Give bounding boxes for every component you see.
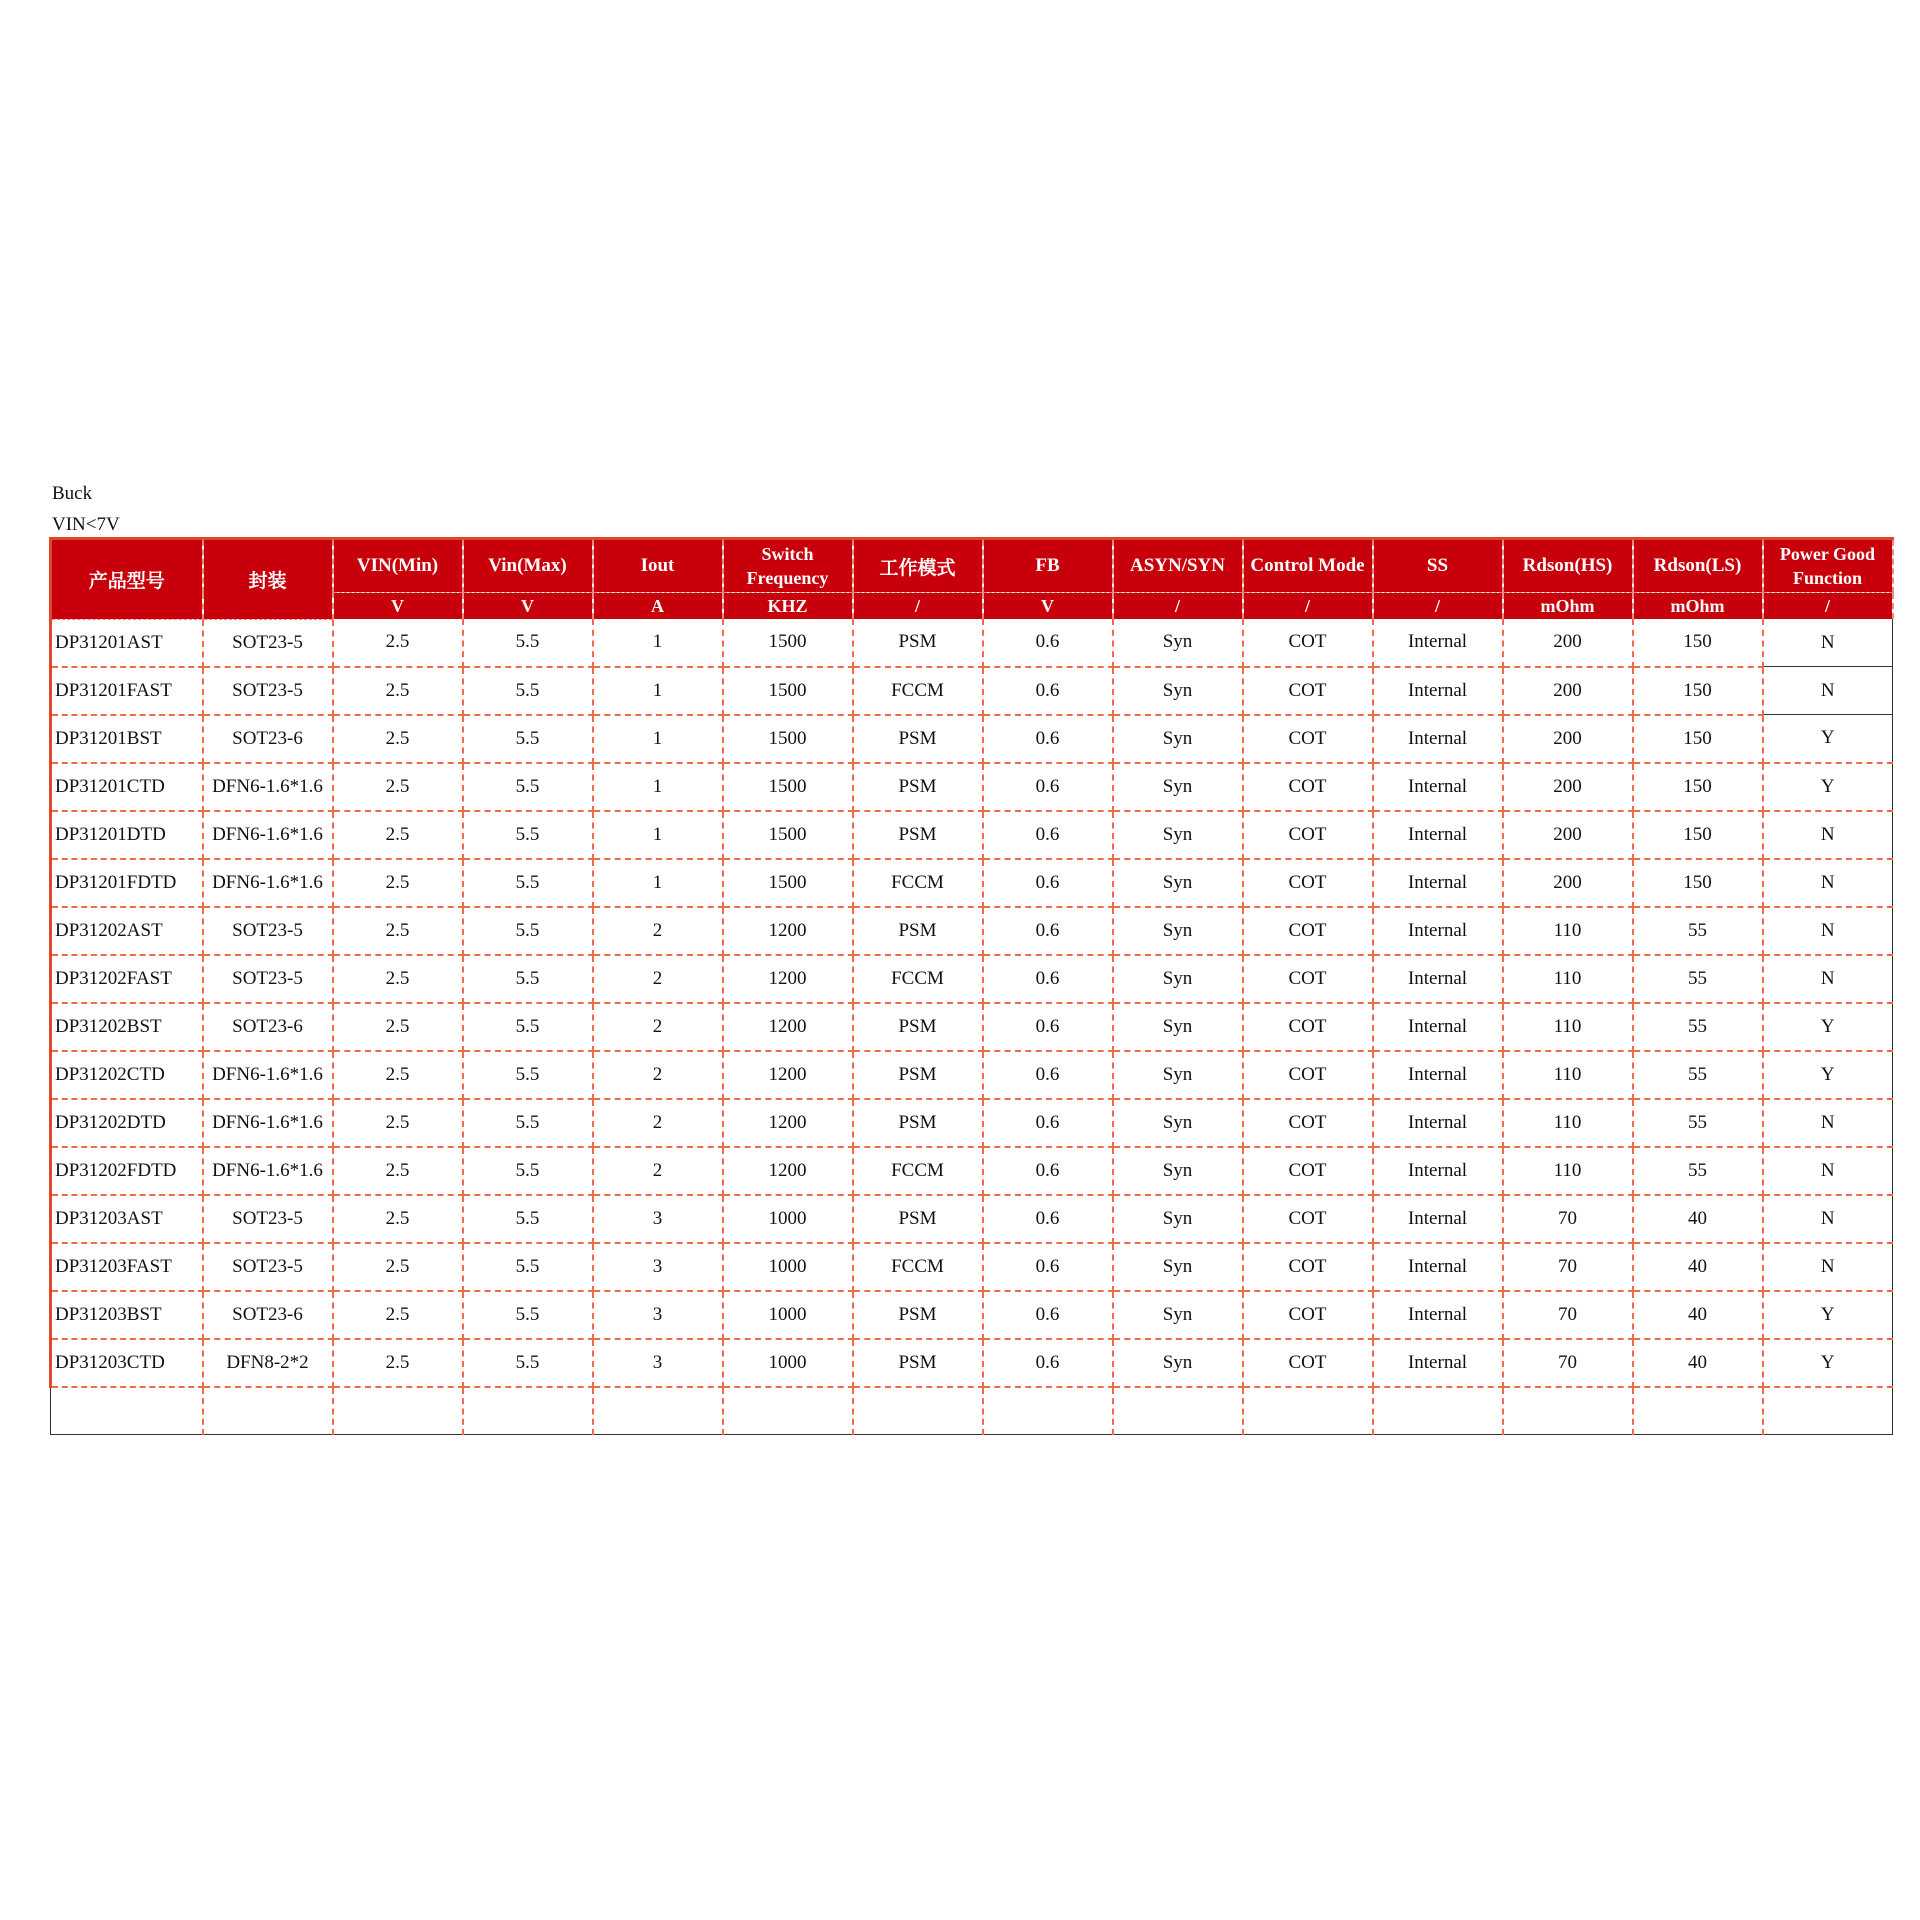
cell-vin-max: 5.5	[463, 619, 593, 667]
cell-package: SOT23-5	[203, 619, 333, 667]
cell-operating-mode: PSM	[853, 811, 983, 859]
cell-power-good: Y	[1763, 715, 1893, 763]
cell-rdson-ls: 55	[1633, 955, 1763, 1003]
cell-operating-mode: PSM	[853, 1099, 983, 1147]
cell-iout: 3	[593, 1195, 723, 1243]
unit-operating-mode: /	[853, 593, 983, 620]
cell-switch-frequency: 1000	[723, 1243, 853, 1291]
cell-part-number: DP31201FDTD	[51, 859, 203, 907]
cell-package: DFN6-1.6*1.6	[203, 859, 333, 907]
cell-control-mode: COT	[1243, 1099, 1373, 1147]
cell-vin-max: 5.5	[463, 667, 593, 715]
cell-ss: Internal	[1373, 1291, 1503, 1339]
cell-iout: 2	[593, 1147, 723, 1195]
cell-switch-frequency: 1500	[723, 619, 853, 667]
header-part-number: 产品型号	[51, 539, 203, 620]
cell-operating-mode: FCCM	[853, 667, 983, 715]
cell-vin-max: 5.5	[463, 1147, 593, 1195]
cell-part-number: DP31202CTD	[51, 1051, 203, 1099]
table-row	[51, 1099, 1893, 1147]
cell-package: DFN6-1.6*1.6	[203, 1051, 333, 1099]
caption-category: Buck	[52, 483, 93, 504]
cell-package: DFN6-1.6*1.6	[203, 1099, 333, 1147]
table-row	[51, 763, 1893, 811]
table-header	[51, 539, 1893, 620]
cell-asyn-syn: Syn	[1113, 1147, 1243, 1195]
cell-vin-max: 5.5	[463, 1243, 593, 1291]
cell-asyn-syn: Syn	[1113, 1243, 1243, 1291]
unit-power-good: /	[1763, 593, 1893, 620]
cell-rdson-hs: 200	[1503, 859, 1633, 907]
table-row	[51, 1003, 1893, 1051]
cell-vin-min: 2.5	[333, 955, 463, 1003]
cell-iout: 2	[593, 907, 723, 955]
cell-control-mode: COT	[1243, 1147, 1373, 1195]
cell-ss: Internal	[1373, 1243, 1503, 1291]
cell-vin-max: 5.5	[463, 1339, 593, 1387]
unit-switch-frequency: KHZ	[723, 593, 853, 620]
cell-rdson-hs: 110	[1503, 907, 1633, 955]
cell-operating-mode: FCCM	[853, 955, 983, 1003]
cell-ss: Internal	[1373, 667, 1503, 715]
cell-control-mode: COT	[1243, 763, 1373, 811]
cell-rdson-ls: 40	[1633, 1339, 1763, 1387]
cell-asyn-syn: Syn	[1113, 667, 1243, 715]
cell-power-good: N	[1763, 619, 1893, 667]
cell-ss: Internal	[1373, 907, 1503, 955]
cell-rdson-hs: 110	[1503, 1051, 1633, 1099]
unit-vin-min: V	[333, 593, 463, 620]
cell-package: SOT23-5	[203, 1243, 333, 1291]
cell-operating-mode: PSM	[853, 1291, 983, 1339]
cell-power-good: N	[1763, 667, 1893, 715]
cell-asyn-syn: Syn	[1113, 1099, 1243, 1147]
cell-part-number: DP31201BST	[51, 715, 203, 763]
cell-fb: 0.6	[983, 1195, 1113, 1243]
cell-power-good: N	[1763, 907, 1893, 955]
cell-asyn-syn: Syn	[1113, 1195, 1243, 1243]
cell-empty	[463, 1387, 593, 1435]
header-row	[51, 539, 1893, 593]
cell-rdson-hs: 70	[1503, 1195, 1633, 1243]
header-iout: Iout	[593, 539, 723, 593]
cell-vin-max: 5.5	[463, 859, 593, 907]
cell-rdson-ls: 150	[1633, 811, 1763, 859]
cell-vin-max: 5.5	[463, 763, 593, 811]
cell-operating-mode: FCCM	[853, 859, 983, 907]
cell-control-mode: COT	[1243, 1291, 1373, 1339]
cell-iout: 1	[593, 811, 723, 859]
cell-vin-min: 2.5	[333, 667, 463, 715]
cell-operating-mode: PSM	[853, 763, 983, 811]
cell-control-mode: COT	[1243, 667, 1373, 715]
cell-empty	[1633, 1387, 1763, 1435]
cell-operating-mode: PSM	[853, 1003, 983, 1051]
cell-rdson-ls: 40	[1633, 1195, 1763, 1243]
unit-rdson-hs: mOhm	[1503, 593, 1633, 620]
cell-operating-mode: PSM	[853, 1339, 983, 1387]
cell-switch-frequency: 1200	[723, 1147, 853, 1195]
cell-iout: 3	[593, 1339, 723, 1387]
cell-empty	[51, 1387, 203, 1435]
table-row	[51, 619, 1893, 667]
cell-vin-max: 5.5	[463, 1195, 593, 1243]
cell-ss: Internal	[1373, 1099, 1503, 1147]
cell-rdson-ls: 150	[1633, 619, 1763, 667]
cell-iout: 1	[593, 619, 723, 667]
cell-vin-min: 2.5	[333, 1051, 463, 1099]
cell-ss: Internal	[1373, 1147, 1503, 1195]
cell-control-mode: COT	[1243, 1195, 1373, 1243]
cell-empty	[983, 1387, 1113, 1435]
cell-vin-max: 5.5	[463, 1099, 593, 1147]
cell-part-number: DP31202DTD	[51, 1099, 203, 1147]
header-asyn-syn: ASYN/SYN	[1113, 539, 1243, 593]
cell-vin-max: 5.5	[463, 715, 593, 763]
cell-power-good: Y	[1763, 1051, 1893, 1099]
cell-switch-frequency: 1500	[723, 859, 853, 907]
cell-vin-min: 2.5	[333, 1243, 463, 1291]
unit-rdson-ls: mOhm	[1633, 593, 1763, 620]
cell-operating-mode: PSM	[853, 619, 983, 667]
cell-empty	[1373, 1387, 1503, 1435]
cell-ss: Internal	[1373, 619, 1503, 667]
cell-operating-mode: PSM	[853, 715, 983, 763]
cell-fb: 0.6	[983, 1291, 1113, 1339]
cell-part-number: DP31203FAST	[51, 1243, 203, 1291]
cell-rdson-hs: 70	[1503, 1243, 1633, 1291]
header-control-mode: Control Mode	[1243, 539, 1373, 593]
cell-switch-frequency: 1200	[723, 955, 853, 1003]
cell-rdson-ls: 55	[1633, 907, 1763, 955]
cell-vin-min: 2.5	[333, 1003, 463, 1051]
cell-vin-max: 5.5	[463, 1291, 593, 1339]
cell-part-number: DP31201DTD	[51, 811, 203, 859]
cell-vin-min: 2.5	[333, 1099, 463, 1147]
cell-part-number: DP31201CTD	[51, 763, 203, 811]
cell-package: SOT23-6	[203, 1003, 333, 1051]
captions	[52, 478, 120, 540]
cell-part-number: DP31203CTD	[51, 1339, 203, 1387]
cell-fb: 0.6	[983, 907, 1113, 955]
cell-asyn-syn: Syn	[1113, 763, 1243, 811]
cell-iout: 1	[593, 859, 723, 907]
table-row-empty	[51, 1387, 1893, 1435]
cell-empty	[333, 1387, 463, 1435]
cell-asyn-syn: Syn	[1113, 1291, 1243, 1339]
cell-rdson-ls: 55	[1633, 1147, 1763, 1195]
cell-rdson-hs: 110	[1503, 1003, 1633, 1051]
unit-vin-max: V	[463, 593, 593, 620]
cell-package: DFN6-1.6*1.6	[203, 811, 333, 859]
cell-package: SOT23-5	[203, 955, 333, 1003]
cell-empty	[1243, 1387, 1373, 1435]
cell-fb: 0.6	[983, 667, 1113, 715]
cell-rdson-hs: 200	[1503, 715, 1633, 763]
cell-rdson-ls: 40	[1633, 1291, 1763, 1339]
cell-switch-frequency: 1500	[723, 763, 853, 811]
cell-iout: 3	[593, 1243, 723, 1291]
cell-ss: Internal	[1373, 811, 1503, 859]
cell-asyn-syn: Syn	[1113, 1051, 1243, 1099]
cell-ss: Internal	[1373, 1051, 1503, 1099]
table-row	[51, 1339, 1893, 1387]
cell-rdson-hs: 110	[1503, 1099, 1633, 1147]
unit-fb: V	[983, 593, 1113, 620]
cell-rdson-hs: 200	[1503, 667, 1633, 715]
cell-vin-min: 2.5	[333, 907, 463, 955]
cell-rdson-ls: 40	[1633, 1243, 1763, 1291]
cell-power-good: N	[1763, 1195, 1893, 1243]
cell-empty	[1503, 1387, 1633, 1435]
cell-package: DFN8-2*2	[203, 1339, 333, 1387]
cell-asyn-syn: Syn	[1113, 859, 1243, 907]
cell-package: SOT23-5	[203, 667, 333, 715]
cell-operating-mode: FCCM	[853, 1147, 983, 1195]
cell-switch-frequency: 1200	[723, 907, 853, 955]
cell-ss: Internal	[1373, 1195, 1503, 1243]
cell-iout: 3	[593, 1291, 723, 1339]
cell-package: SOT23-5	[203, 1195, 333, 1243]
cell-asyn-syn: Syn	[1113, 619, 1243, 667]
cell-switch-frequency: 1200	[723, 1099, 853, 1147]
cell-part-number: DP31203BST	[51, 1291, 203, 1339]
cell-rdson-ls: 55	[1633, 1099, 1763, 1147]
cell-vin-min: 2.5	[333, 1195, 463, 1243]
cell-operating-mode: PSM	[853, 1051, 983, 1099]
cell-vin-max: 5.5	[463, 907, 593, 955]
cell-control-mode: COT	[1243, 619, 1373, 667]
cell-power-good: N	[1763, 811, 1893, 859]
cell-empty	[1763, 1387, 1893, 1435]
cell-vin-min: 2.5	[333, 1291, 463, 1339]
table-row	[51, 1291, 1893, 1339]
cell-power-good: Y	[1763, 1339, 1893, 1387]
cell-package: DFN6-1.6*1.6	[203, 1147, 333, 1195]
unit-iout: A	[593, 593, 723, 620]
table-row	[51, 1195, 1893, 1243]
cell-asyn-syn: Syn	[1113, 1339, 1243, 1387]
cell-part-number: DP31202FAST	[51, 955, 203, 1003]
cell-rdson-ls: 150	[1633, 859, 1763, 907]
cell-vin-min: 2.5	[333, 811, 463, 859]
cell-fb: 0.6	[983, 1147, 1113, 1195]
cell-control-mode: COT	[1243, 1243, 1373, 1291]
table-row	[51, 667, 1893, 715]
cell-fb: 0.6	[983, 619, 1113, 667]
cell-control-mode: COT	[1243, 1051, 1373, 1099]
header-vin-max: Vin(Max)	[463, 539, 593, 593]
cell-fb: 0.6	[983, 715, 1113, 763]
cell-package: SOT23-5	[203, 907, 333, 955]
cell-vin-max: 5.5	[463, 1051, 593, 1099]
cell-iout: 1	[593, 715, 723, 763]
cell-fb: 0.6	[983, 859, 1113, 907]
table-row	[51, 1243, 1893, 1291]
cell-switch-frequency: 1500	[723, 667, 853, 715]
cell-package: DFN6-1.6*1.6	[203, 763, 333, 811]
caption-voltage-range: VIN<7V	[52, 514, 120, 535]
cell-control-mode: COT	[1243, 859, 1373, 907]
header-power-good: Power Good Function	[1763, 539, 1893, 593]
cell-rdson-ls: 55	[1633, 1051, 1763, 1099]
cell-vin-min: 2.5	[333, 715, 463, 763]
table-row	[51, 955, 1893, 1003]
cell-package: SOT23-6	[203, 715, 333, 763]
cell-ss: Internal	[1373, 715, 1503, 763]
header-operating-mode: 工作模式	[853, 539, 983, 593]
cell-vin-max: 5.5	[463, 955, 593, 1003]
cell-power-good: Y	[1763, 1291, 1893, 1339]
cell-power-good: N	[1763, 1243, 1893, 1291]
cell-fb: 0.6	[983, 1003, 1113, 1051]
cell-ss: Internal	[1373, 1003, 1503, 1051]
unit-ss: /	[1373, 593, 1503, 620]
cell-empty	[1113, 1387, 1243, 1435]
header-rdson-hs: Rdson(HS)	[1503, 539, 1633, 593]
header-package: 封装	[203, 539, 333, 620]
table-row	[51, 859, 1893, 907]
cell-power-good: Y	[1763, 1003, 1893, 1051]
cell-control-mode: COT	[1243, 1339, 1373, 1387]
cell-rdson-ls: 150	[1633, 715, 1763, 763]
table-row	[51, 1051, 1893, 1099]
cell-rdson-ls: 150	[1633, 667, 1763, 715]
cell-part-number: DP31203AST	[51, 1195, 203, 1243]
table-row	[51, 715, 1893, 763]
cell-power-good: Y	[1763, 763, 1893, 811]
cell-empty	[853, 1387, 983, 1435]
cell-fb: 0.6	[983, 811, 1113, 859]
cell-part-number: DP31201FAST	[51, 667, 203, 715]
cell-switch-frequency: 1000	[723, 1195, 853, 1243]
cell-vin-max: 5.5	[463, 811, 593, 859]
cell-rdson-hs: 200	[1503, 811, 1633, 859]
cell-operating-mode: FCCM	[853, 1243, 983, 1291]
cell-vin-min: 2.5	[333, 1339, 463, 1387]
table-row	[51, 811, 1893, 859]
cell-ss: Internal	[1373, 1339, 1503, 1387]
cell-vin-min: 2.5	[333, 1147, 463, 1195]
cell-switch-frequency: 1500	[723, 811, 853, 859]
cell-asyn-syn: Syn	[1113, 715, 1243, 763]
table-body	[51, 619, 1893, 1434]
cell-asyn-syn: Syn	[1113, 907, 1243, 955]
cell-part-number: DP31201AST	[51, 619, 203, 667]
cell-rdson-ls: 150	[1633, 763, 1763, 811]
cell-part-number: DP31202BST	[51, 1003, 203, 1051]
cell-switch-frequency: 1000	[723, 1291, 853, 1339]
cell-switch-frequency: 1000	[723, 1339, 853, 1387]
cell-operating-mode: PSM	[853, 907, 983, 955]
cell-fb: 0.6	[983, 1339, 1113, 1387]
cell-ss: Internal	[1373, 763, 1503, 811]
cell-switch-frequency: 1200	[723, 1003, 853, 1051]
cell-fb: 0.6	[983, 1243, 1113, 1291]
cell-ss: Internal	[1373, 955, 1503, 1003]
cell-iout: 2	[593, 1051, 723, 1099]
cell-asyn-syn: Syn	[1113, 1003, 1243, 1051]
cell-fb: 0.6	[983, 1051, 1113, 1099]
cell-ss: Internal	[1373, 859, 1503, 907]
cell-rdson-hs: 110	[1503, 955, 1633, 1003]
cell-rdson-hs: 70	[1503, 1339, 1633, 1387]
cell-rdson-ls: 55	[1633, 1003, 1763, 1051]
table-row	[51, 1147, 1893, 1195]
unit-control-mode: /	[1243, 593, 1373, 620]
cell-vin-min: 2.5	[333, 763, 463, 811]
cell-empty	[723, 1387, 853, 1435]
cell-part-number: DP31202AST	[51, 907, 203, 955]
header-switch-frequency: Switch Frequency	[723, 539, 853, 593]
header-ss: SS	[1373, 539, 1503, 593]
header-vin-min: VIN(Min)	[333, 539, 463, 593]
header-fb: FB	[983, 539, 1113, 593]
cell-control-mode: COT	[1243, 811, 1373, 859]
cell-power-good: N	[1763, 859, 1893, 907]
cell-control-mode: COT	[1243, 1003, 1373, 1051]
cell-empty	[593, 1387, 723, 1435]
cell-iout: 2	[593, 955, 723, 1003]
cell-iout: 2	[593, 1099, 723, 1147]
cell-operating-mode: PSM	[853, 1195, 983, 1243]
cell-power-good: N	[1763, 1147, 1893, 1195]
cell-control-mode: COT	[1243, 715, 1373, 763]
cell-control-mode: COT	[1243, 955, 1373, 1003]
cell-fb: 0.6	[983, 763, 1113, 811]
cell-power-good: N	[1763, 1099, 1893, 1147]
cell-fb: 0.6	[983, 1099, 1113, 1147]
cell-fb: 0.6	[983, 955, 1113, 1003]
cell-rdson-hs: 110	[1503, 1147, 1633, 1195]
unit-asyn-syn: /	[1113, 593, 1243, 620]
cell-control-mode: COT	[1243, 907, 1373, 955]
cell-part-number: DP31202FDTD	[51, 1147, 203, 1195]
spec-table	[49, 537, 1894, 1435]
cell-rdson-hs: 200	[1503, 619, 1633, 667]
cell-vin-min: 2.5	[333, 619, 463, 667]
cell-power-good: N	[1763, 955, 1893, 1003]
cell-iout: 1	[593, 763, 723, 811]
cell-asyn-syn: Syn	[1113, 811, 1243, 859]
cell-vin-min: 2.5	[333, 859, 463, 907]
cell-asyn-syn: Syn	[1113, 955, 1243, 1003]
header-rdson-ls: Rdson(LS)	[1633, 539, 1763, 593]
cell-switch-frequency: 1200	[723, 1051, 853, 1099]
cell-iout: 2	[593, 1003, 723, 1051]
cell-package: SOT23-6	[203, 1291, 333, 1339]
cell-iout: 1	[593, 667, 723, 715]
cell-empty	[203, 1387, 333, 1435]
cell-switch-frequency: 1500	[723, 715, 853, 763]
cell-rdson-hs: 70	[1503, 1291, 1633, 1339]
cell-vin-max: 5.5	[463, 1003, 593, 1051]
table-row	[51, 907, 1893, 955]
cell-rdson-hs: 200	[1503, 763, 1633, 811]
